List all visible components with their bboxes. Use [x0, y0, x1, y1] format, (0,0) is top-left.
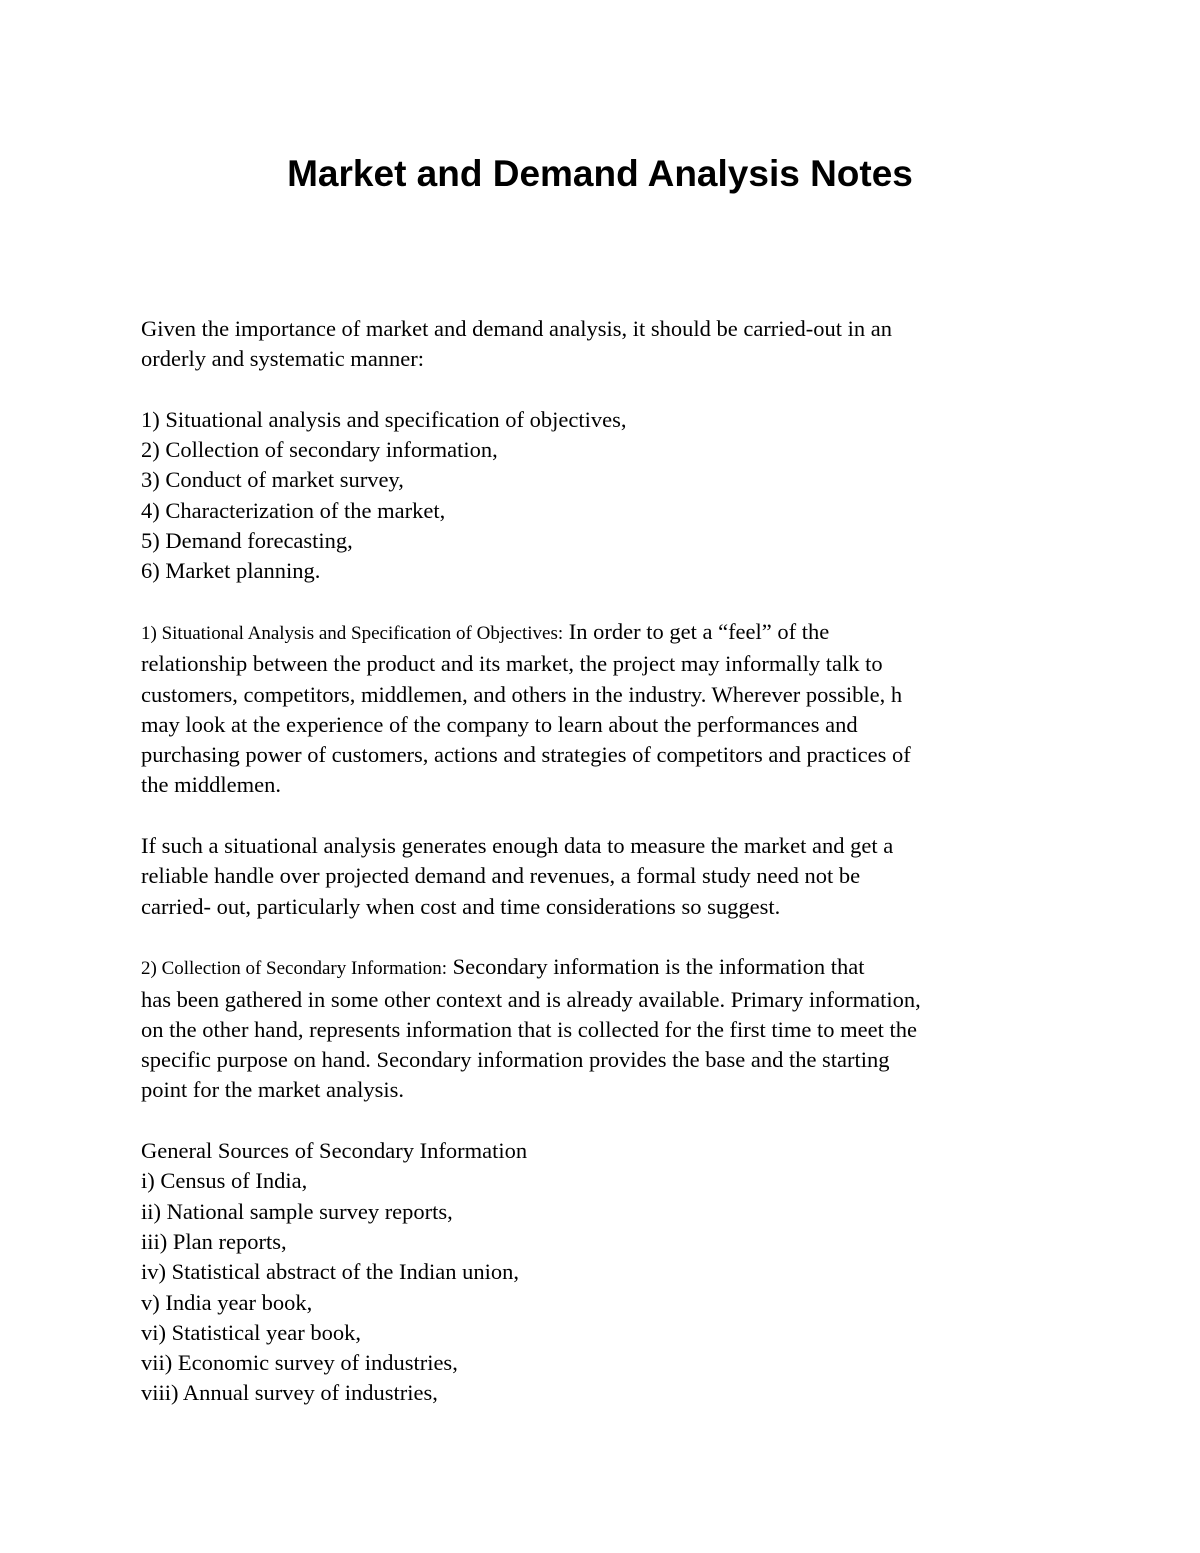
- section2-heading: 2) Collection of Secondary Information:: [141, 958, 448, 980]
- step-item: 4) Characterization of the market,: [141, 497, 446, 523]
- paragraph-gap: [141, 801, 1071, 831]
- section1-line: may look at the experience of the company to learn about the performances and: [141, 711, 858, 737]
- page-title: Market and Demand Analysis Notes: [287, 153, 913, 194]
- source-item: v) India year book,: [141, 1289, 313, 1315]
- section2-line: on the other hand, represents information that is collected for the first time to meet the: [141, 1016, 918, 1042]
- paragraph-gap: [141, 1106, 1071, 1136]
- paragraph-gap: [141, 375, 1071, 405]
- followup-line: reliable handle over projected demand and revenues, a formal study need not be: [141, 863, 861, 889]
- source-item: iii) Plan reports,: [141, 1228, 287, 1254]
- source-item: viii) Annual survey of industries,: [141, 1380, 438, 1406]
- paragraph-gap: [141, 587, 1071, 617]
- sources-list: [141, 1136, 1071, 1409]
- section1-line: purchasing power of customers, actions and strategies of competitors and practices of: [141, 742, 911, 768]
- section2-first-line: [141, 952, 1071, 984]
- document-body: [141, 314, 1071, 1409]
- section1-first-line-text: In order to get a “feel” of the: [563, 618, 830, 644]
- step-item: 3) Conduct of market survey,: [141, 467, 404, 493]
- section1-paragraph: [141, 617, 1071, 801]
- step-item: 2) Collection of secondary information,: [141, 437, 498, 463]
- section1-followup-paragraph: [141, 831, 1071, 922]
- paragraph-gap: [141, 922, 1071, 952]
- step-item: 1) Situational analysis and specification of objectives,: [141, 406, 627, 432]
- steps-list: [141, 405, 1071, 587]
- step-item: 6) Market planning.: [141, 558, 321, 584]
- intro-paragraph: [141, 314, 1071, 375]
- source-item: vi) Statistical year book,: [141, 1319, 361, 1345]
- followup-line: If such a situational analysis generates enough data to measure the market and get a: [141, 833, 894, 859]
- source-item: iv) Statistical abstract of the Indian union,: [141, 1259, 520, 1285]
- section1-line: customers, competitors, middlemen, and others in the industry. Wherever possible, h: [141, 681, 903, 707]
- step-item: 5) Demand forecasting,: [141, 528, 353, 554]
- section2-first-line-text: Secondary information is the information that: [447, 954, 865, 980]
- section2-line: has been gathered in some other context and is already available. Primary information,: [141, 986, 921, 1012]
- section2-paragraph: [141, 952, 1071, 1105]
- followup-line: carried- out, particularly when cost and time considerations so suggest.: [141, 893, 781, 919]
- source-item: ii) National sample survey reports,: [141, 1198, 453, 1224]
- section2-line: specific purpose on hand. Secondary information provides the base and the starting: [141, 1047, 890, 1073]
- intro-line: Given the importance of market and demand analysis, it should be carried-out in an: [141, 316, 893, 341]
- section1-line: relationship between the product and its market, the project may informally talk to: [141, 651, 883, 677]
- source-item: i) Census of India,: [141, 1168, 308, 1194]
- section1-line: the middlemen.: [141, 772, 281, 798]
- sources-heading: General Sources of Secondary Information: [141, 1138, 528, 1164]
- section2-line: point for the market analysis.: [141, 1077, 405, 1103]
- section1-heading: 1) Situational Analysis and Specification of Objectives:: [141, 622, 564, 644]
- section1-first-line: [141, 617, 1071, 649]
- intro-line: orderly and systematic manner:: [141, 346, 425, 372]
- source-item: vii) Economic survey of industries,: [141, 1350, 458, 1376]
